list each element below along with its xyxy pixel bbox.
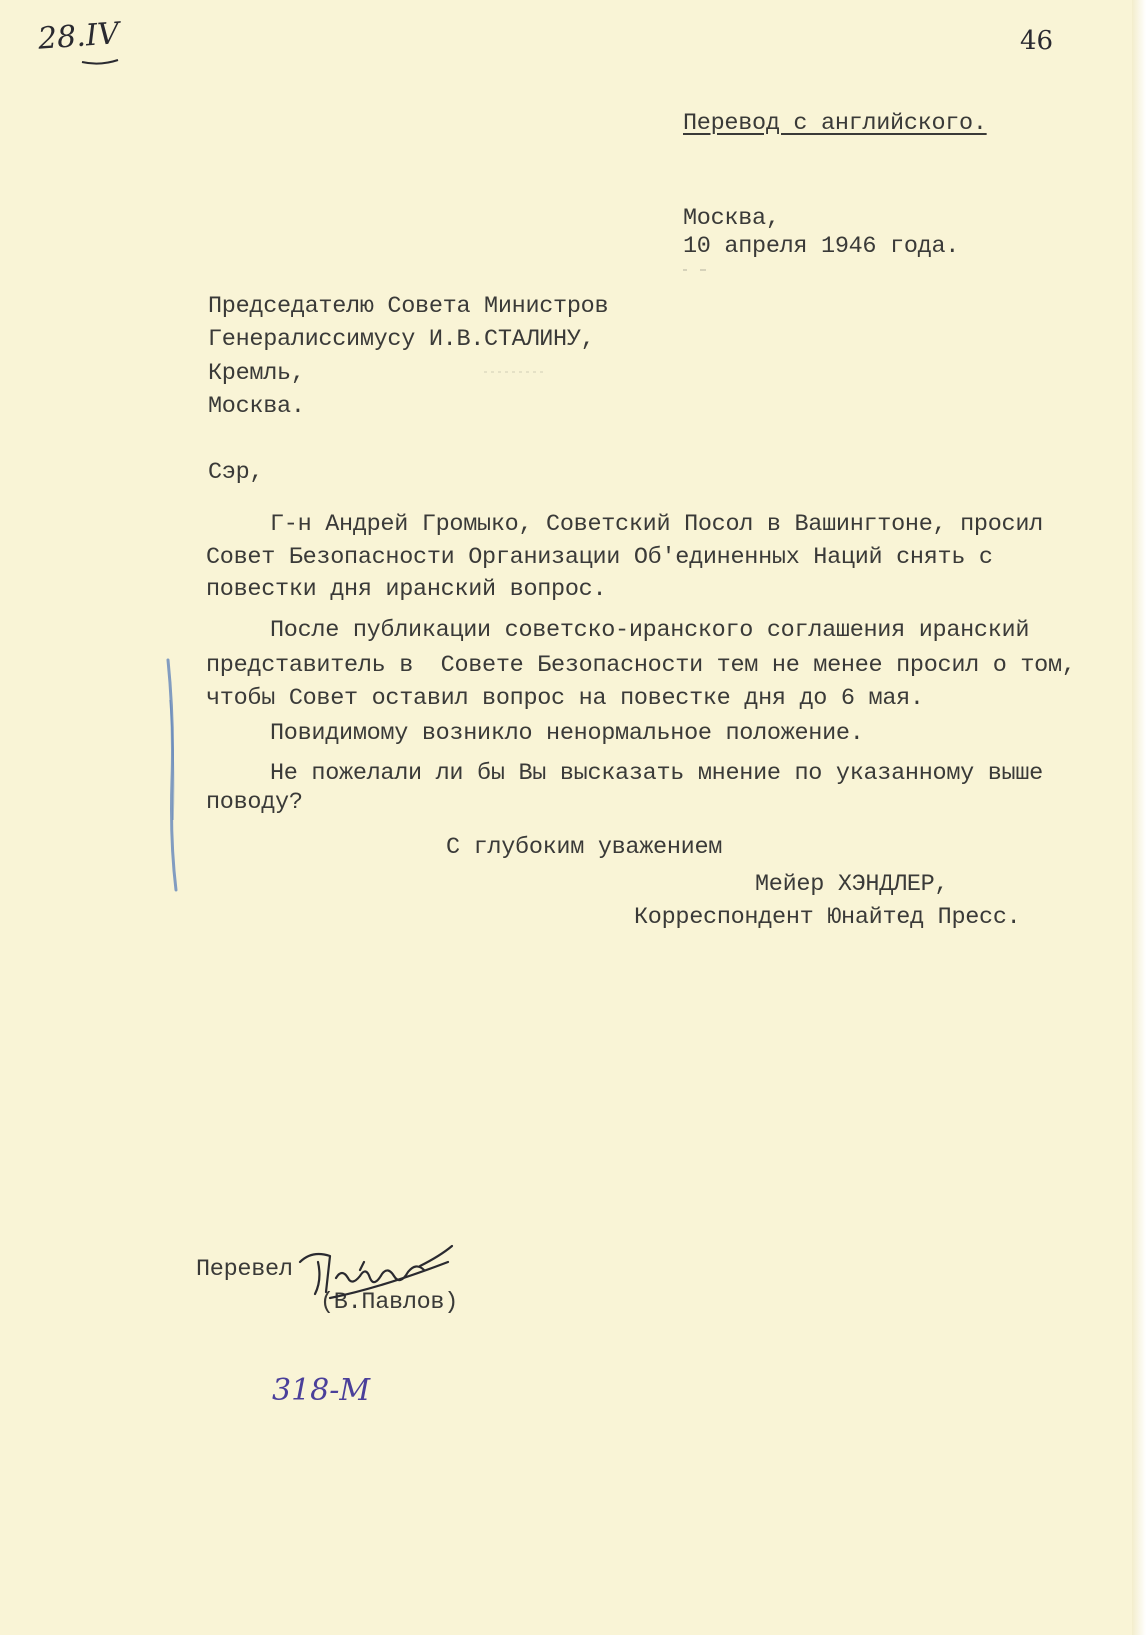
closing-regards: С глубоким уважением (446, 834, 723, 861)
body-line: После публикации советско-иранского соглашения иранский (270, 617, 1030, 644)
salutation: Сэр, (208, 459, 264, 486)
date-city: Москва, (683, 205, 780, 232)
signature-icon (300, 1246, 452, 1298)
date-text: 10 апреля 1946 года. (683, 233, 960, 260)
addressee-line: Москва. (208, 393, 305, 420)
body-line: Повидимому возникло ненормальное положение. (270, 720, 864, 747)
body-line: Не пожелали ли бы Вы высказать мнение по указанному выше (270, 760, 1043, 787)
closing-title: Корреспондент Юнайтед Пресс. (634, 904, 1021, 931)
body-line: повестки дня иранский вопрос. (206, 576, 607, 603)
addressee-line: Кремль, (208, 360, 305, 387)
body-line: Совет Безопасности Организации Об'единенных Наций снять с (206, 544, 993, 571)
body-line: поводу? (206, 789, 303, 816)
addressee-line: Генералиссимусу И.В.СТАЛИНУ, (208, 326, 595, 353)
body-line: Г-н Андрей Громыко, Советский Посол в Вашингтоне, просил (270, 511, 1043, 538)
page-number: 46 (1020, 26, 1054, 56)
translator-name: (В.Павлов) (320, 1289, 459, 1316)
addressee-line: Председателю Совета Министров (208, 293, 609, 320)
closing-name: Мейер ХЭНДЛЕР, (755, 871, 949, 898)
body-line: представитель в Совете Безопасности тем не менее просил о том, (206, 652, 1076, 679)
translation-note: Перевод с английского. (683, 110, 987, 137)
top-left-note: 28.IV (36, 16, 121, 57)
translator-label: Перевел (196, 1256, 293, 1283)
margin-pencil-mark (168, 660, 176, 890)
archive-number: 318-М (272, 1373, 371, 1408)
body-line: чтобы Совет оставил вопрос на повестке дня до 6 мая. (206, 685, 924, 712)
